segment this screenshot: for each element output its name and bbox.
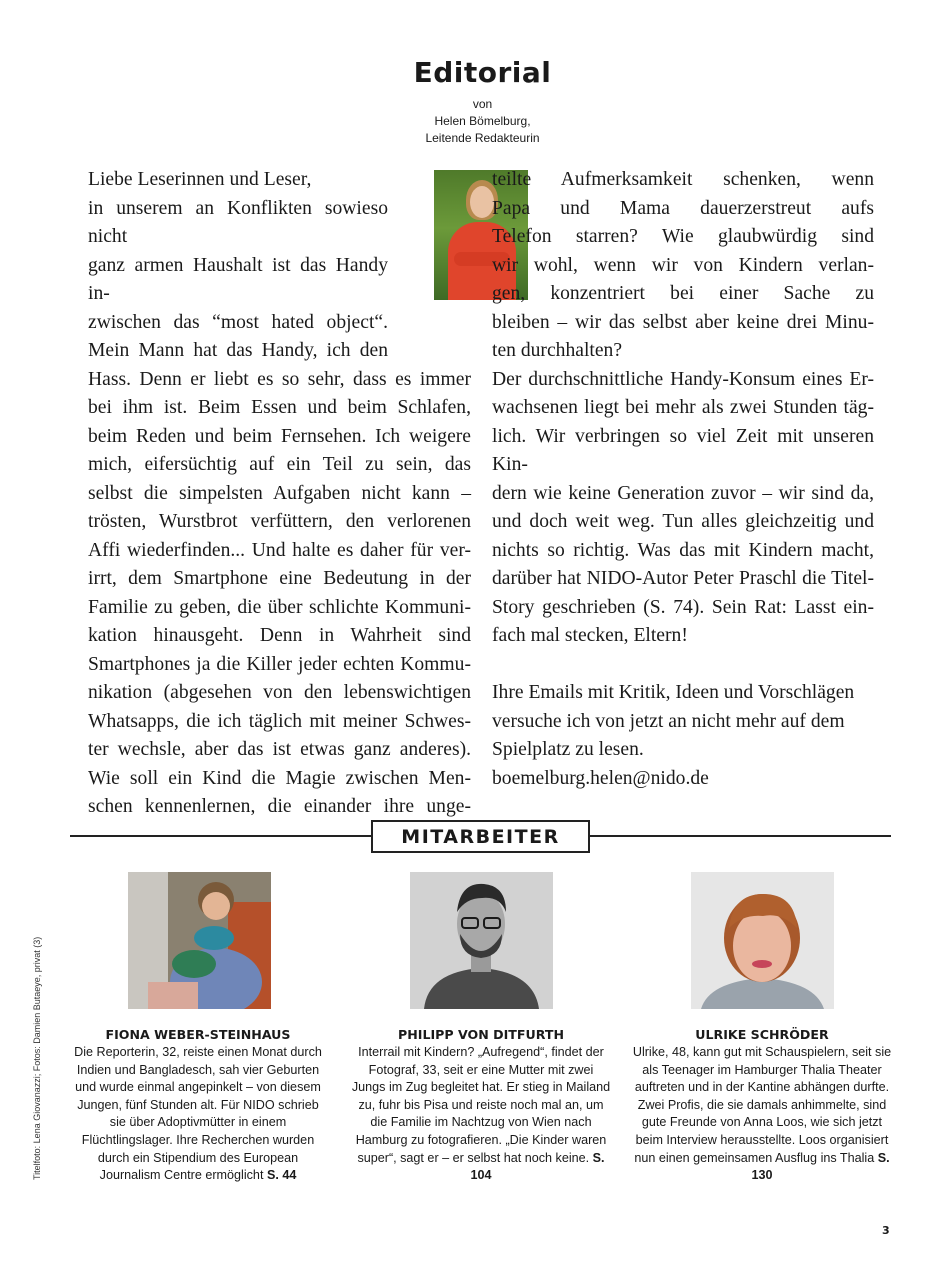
editorial-line: Story geschrieben (S. 74). Sein Rat: Lasst ein-	[492, 596, 874, 618]
editorial-line: wir wohl, wenn wir von Kindern verlan-	[492, 254, 874, 276]
editorial-line: gen, konzentriert bei einer Sache zu	[492, 283, 874, 304]
editorial-line: ganz armen Haushalt ist das Handy in-	[88, 254, 388, 304]
editorial-line: schen kennenlernen, die einander ihre unge-	[88, 796, 471, 817]
byline-von: von	[472, 97, 493, 111]
editorial-line: beim Reden und beim Fernsehen. Ich weigere	[88, 425, 471, 447]
editorial-line: Whatsapps, die ich täglich mit meiner Schwes-	[88, 710, 471, 732]
section-title: MITARBEITER	[371, 820, 590, 853]
photo-credit: Titelfoto: Lena Giovanazzi; Fotos: Damien Butaeye, privat (3)	[32, 936, 42, 1180]
contributor-page-ref: S. 44	[266, 1168, 297, 1183]
editorial-line: Liebe Leserinnen und Leser,	[88, 169, 312, 190]
closing-line: Ihre Emails mit Kritik, Ideen und Vorschlägen	[492, 682, 855, 703]
byline	[0, 96, 945, 147]
contributor-card-ulrike	[632, 1026, 892, 1185]
editorial-line: Mein Mann hat das Handy, ich den	[88, 340, 388, 361]
editorial-right-column	[492, 166, 874, 793]
editorial-line: trösten, Wurstbrot verfüttern, den verlorenen	[88, 511, 471, 532]
contributor-name: ULRIKE SCHRÖDER	[695, 1027, 829, 1042]
contributor-bio: Die Reporterin, 32, reiste einen Monat durch Indien und Bangladesch, sah vier Geburten und wurde einmal angepinkelt – von diesem Jungen, fünf Stunden alt. Für NIDO schrieb sie über Adoptivmütter in einem Flüchtlingslager. Ihre Recherchen wurden durch ein Stipendium des European Journalism Centre ermöglicht	[74, 1045, 322, 1183]
editorial-line: bleiben – wir das selbst aber keine drei Minu-	[492, 311, 874, 333]
editorial-line: Affi wiederfinden... Und halte es daher für ver-	[88, 539, 471, 561]
editorial-line: mich, eifersüchtig auf ein Teil zu sein, das	[88, 454, 471, 475]
editorial-line: selbst die simpelsten Aufgaben nicht kann –	[88, 482, 471, 504]
editorial-line: Smartphones ja die Killer jeder echten Kommu-	[88, 653, 471, 675]
editorial-line: Der durchschnittliche Handy-Konsum eines Er-	[492, 368, 874, 390]
editorial-line: Familie zu geben, die über schlichte Kommuni-	[88, 596, 471, 618]
editorial-line: bei ihm ist. Beim Essen und beim Schlafen,	[88, 397, 471, 418]
byline-role: Leitende Redakteurin	[425, 131, 540, 145]
contributor-card-fiona	[68, 1026, 328, 1185]
editorial-line: Hass. Denn er liebt es so sehr, dass es immer	[88, 368, 471, 390]
contributor-photo-ulrike	[691, 872, 834, 1009]
editorial-line: wachsenen liegt bei mehr als zwei Stunden täg-	[492, 397, 874, 418]
editorial-line: fach mal stecken, Eltern!	[492, 625, 688, 646]
editorial-line: Papa und Mama dauerzerstreut aufs	[492, 197, 874, 219]
editorial-line: kation hinausgeht. Denn in Wahrheit sind	[88, 625, 471, 646]
editorial-line: ter wechsle, aber das ist etwas ganz anderes).	[88, 739, 471, 760]
byline-author: Helen Bömelburg,	[434, 114, 531, 128]
contributor-page-ref: S. 130	[751, 1150, 890, 1183]
editorial-line: irrt, dem Smartphone eine Bedeutung in der	[88, 568, 471, 589]
contributor-bio: Ulrike, 48, kann gut mit Schauspielern, seit sie als Teenager im Hamburger Thalia Theater auftreten und in der Kantine abhängen durfte. Zwei Profis, die sie damals anhimmelte, sind gute Freunde von Anna Loos, wie sich jetzt beim Interview herausstellte. Loos organisiert nun einen gemeinsamen Ausflug ins Thalia	[632, 1045, 892, 1165]
editorial-line: lich. Wir verbringen so viel Zeit mit unseren Kin-	[492, 425, 874, 475]
author-email-link[interactable]: boemelburg.helen@nido.de	[492, 767, 709, 789]
editorial-line: nikation (abgesehen von den lebenswichtigen	[88, 682, 471, 703]
contributor-card-philipp	[351, 1026, 611, 1185]
editorial-left-column	[88, 166, 471, 822]
section-rule-right	[589, 835, 891, 837]
contributor-photo-fiona	[128, 872, 271, 1009]
editorial-line: zwischen das “most hated object“.	[88, 311, 388, 333]
editorial-line: in unserem an Konflikten sowieso nicht	[88, 197, 388, 247]
editorial-line: Wie soll ein Kind die Magie zwischen Men-	[88, 767, 471, 789]
contributor-page-ref: S. 104	[470, 1150, 605, 1183]
contributor-bio: Interrail mit Kindern? „Aufregend“, findet der Fotograf, 33, seit er eine Mutter mit zwei Jungs im Zug begleitet hat. Er stieg in Mailand zu, fuhr bis Pisa und reiste noch mal an, um die Familie im Nachtzug von Wien nach Hamburg zu fotografieren. „Die Kinder waren super“, sagt er – er selbst hat noch keine.	[351, 1045, 611, 1165]
editorial-line: ten durchhalten?	[492, 340, 623, 361]
editorial-line: und doch weit weg. Tun alles gleichzeitig und	[492, 511, 874, 532]
closing-line: Spielplatz zu lesen.	[492, 739, 644, 760]
editorial-line: Telefon starren? Wie glaubwürdig sind	[492, 226, 874, 247]
editorial-line: darüber hat NIDO-Autor Peter Praschl die Titel-	[492, 568, 874, 589]
contributor-name: FIONA WEBER-STEINHAUS	[105, 1027, 291, 1042]
editorial-line: dern wie keine Generation zuvor – wir sind da,	[492, 482, 874, 504]
contributor-photo-philipp	[410, 872, 553, 1009]
section-rule-left	[70, 835, 372, 837]
contributor-name: PHILIPP VON DITFURTH	[398, 1027, 564, 1042]
editorial-line: teilte Aufmerksamkeit schenken, wenn	[492, 169, 874, 190]
page-number: 3	[882, 1224, 890, 1237]
closing-line: versuche ich von jetzt an nicht mehr auf dem	[492, 710, 845, 732]
editorial-line: nichts so richtig. Was das mit Kindern macht,	[492, 539, 874, 561]
page-title: Editorial	[413, 56, 552, 89]
